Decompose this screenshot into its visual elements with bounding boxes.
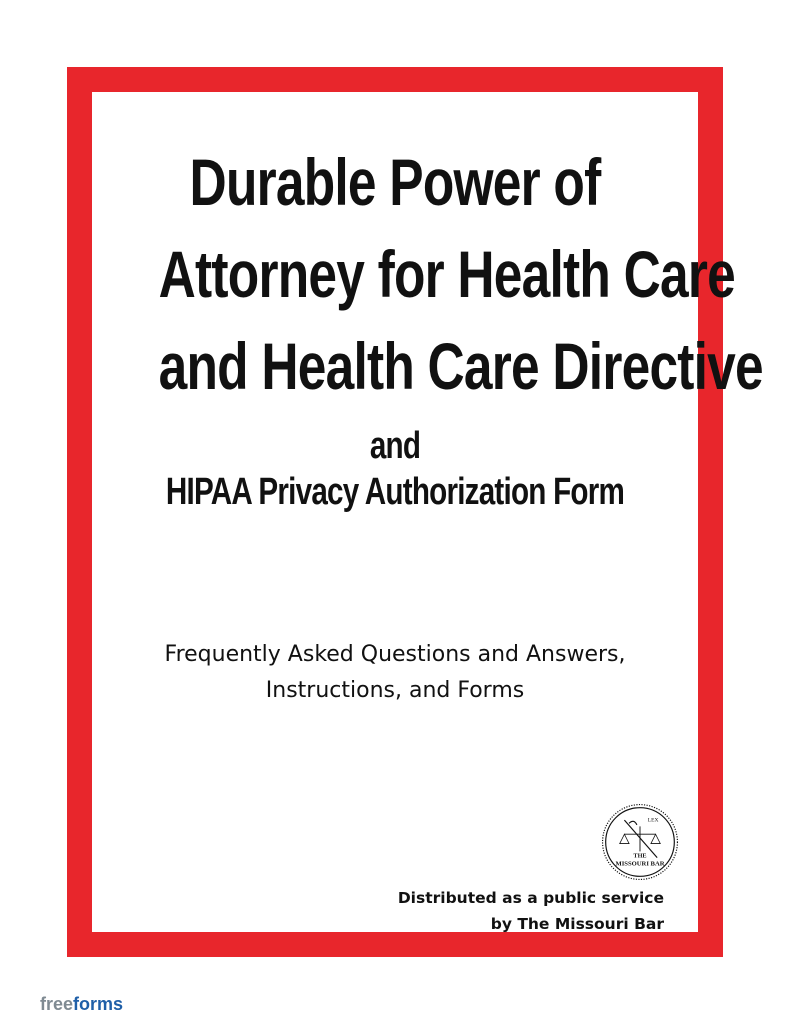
freeforms-logo[interactable] (40, 994, 123, 1015)
missouri-bar-seal-icon (601, 803, 679, 881)
subtitle-line-1: Frequently Asked Questions and Answers, (164, 642, 626, 667)
subtitle-line-2: Instructions, and Forms (265, 678, 525, 703)
logo-free-text: free (40, 994, 74, 1014)
title-line-hipaa: HIPAA Privacy Authorization Form (165, 471, 625, 513)
distribution-line-1: Distributed as a public service (397, 889, 664, 907)
title-line-and: and (369, 425, 421, 467)
cover-page (92, 92, 763, 933)
red-border-frame (67, 67, 763, 957)
seal-bottom-text: MISSOURI BAR (615, 860, 665, 868)
seal-middle-text: THE (633, 852, 647, 860)
title-line-1: Durable Power of (189, 145, 601, 219)
seal-top-text: LEX (647, 817, 659, 824)
distribution-line-2: by The Missouri Bar (490, 915, 664, 933)
logo-forms-text: forms (73, 994, 124, 1014)
title-line-2: Attorney for Health Care (158, 237, 735, 311)
title-line-3: and Health Care Directive (158, 329, 763, 403)
